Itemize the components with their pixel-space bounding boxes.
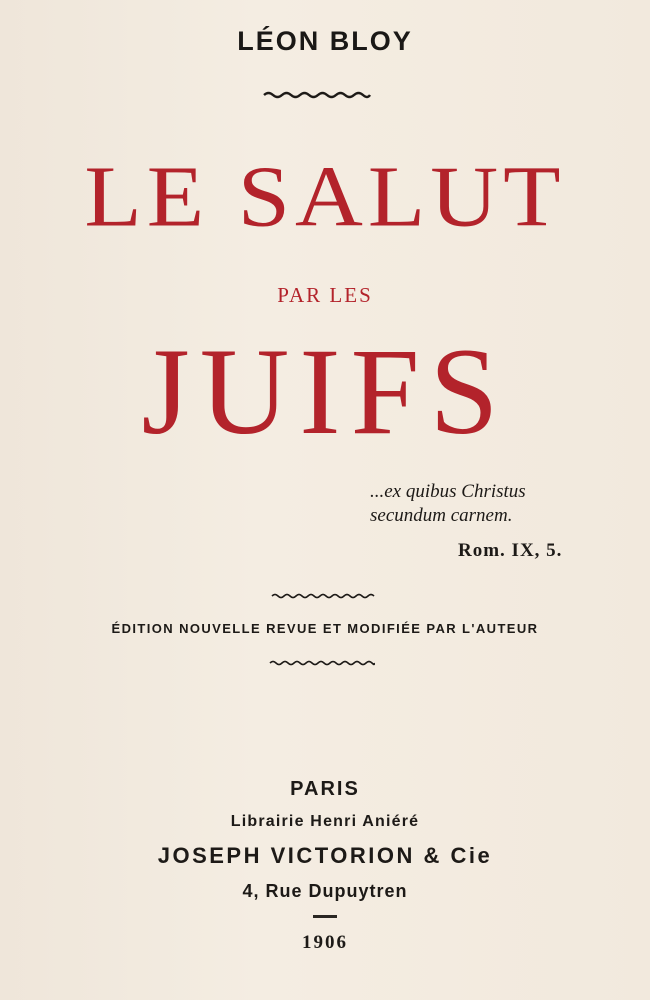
edition-note: ÉDITION NOUVELLE REVUE ET MODIFIÉE PAR L'AUTEUR	[111, 621, 539, 636]
imprint-year: 1906	[302, 932, 348, 953]
imprint-bookseller: Librairie Henri Aniéré	[230, 813, 420, 830]
imprint-city: PARIS	[290, 778, 360, 800]
author-name: LÉON BLOY	[237, 26, 413, 56]
imprint-publisher: JOSEPH VICTORION & Cie	[157, 843, 493, 868]
epigraph-line-2: secundum carnem.	[370, 505, 513, 526]
title-line-1: LE SALUT	[84, 149, 566, 245]
ornament-wave-middle	[270, 592, 376, 600]
imprint-divider	[313, 915, 337, 918]
title-line-3: JUIFS	[141, 323, 509, 460]
ornament-wave-top	[262, 90, 372, 100]
epigraph	[370, 480, 526, 528]
ornament-wave-lower	[268, 659, 376, 667]
epigraph-line-1: ...ex quibus Christus	[370, 481, 526, 502]
imprint-address: 4, Rue Dupuytren	[242, 881, 408, 901]
title-line-2: PAR LES	[277, 283, 373, 307]
epigraph-citation: Rom. IX, 5.	[458, 540, 563, 561]
